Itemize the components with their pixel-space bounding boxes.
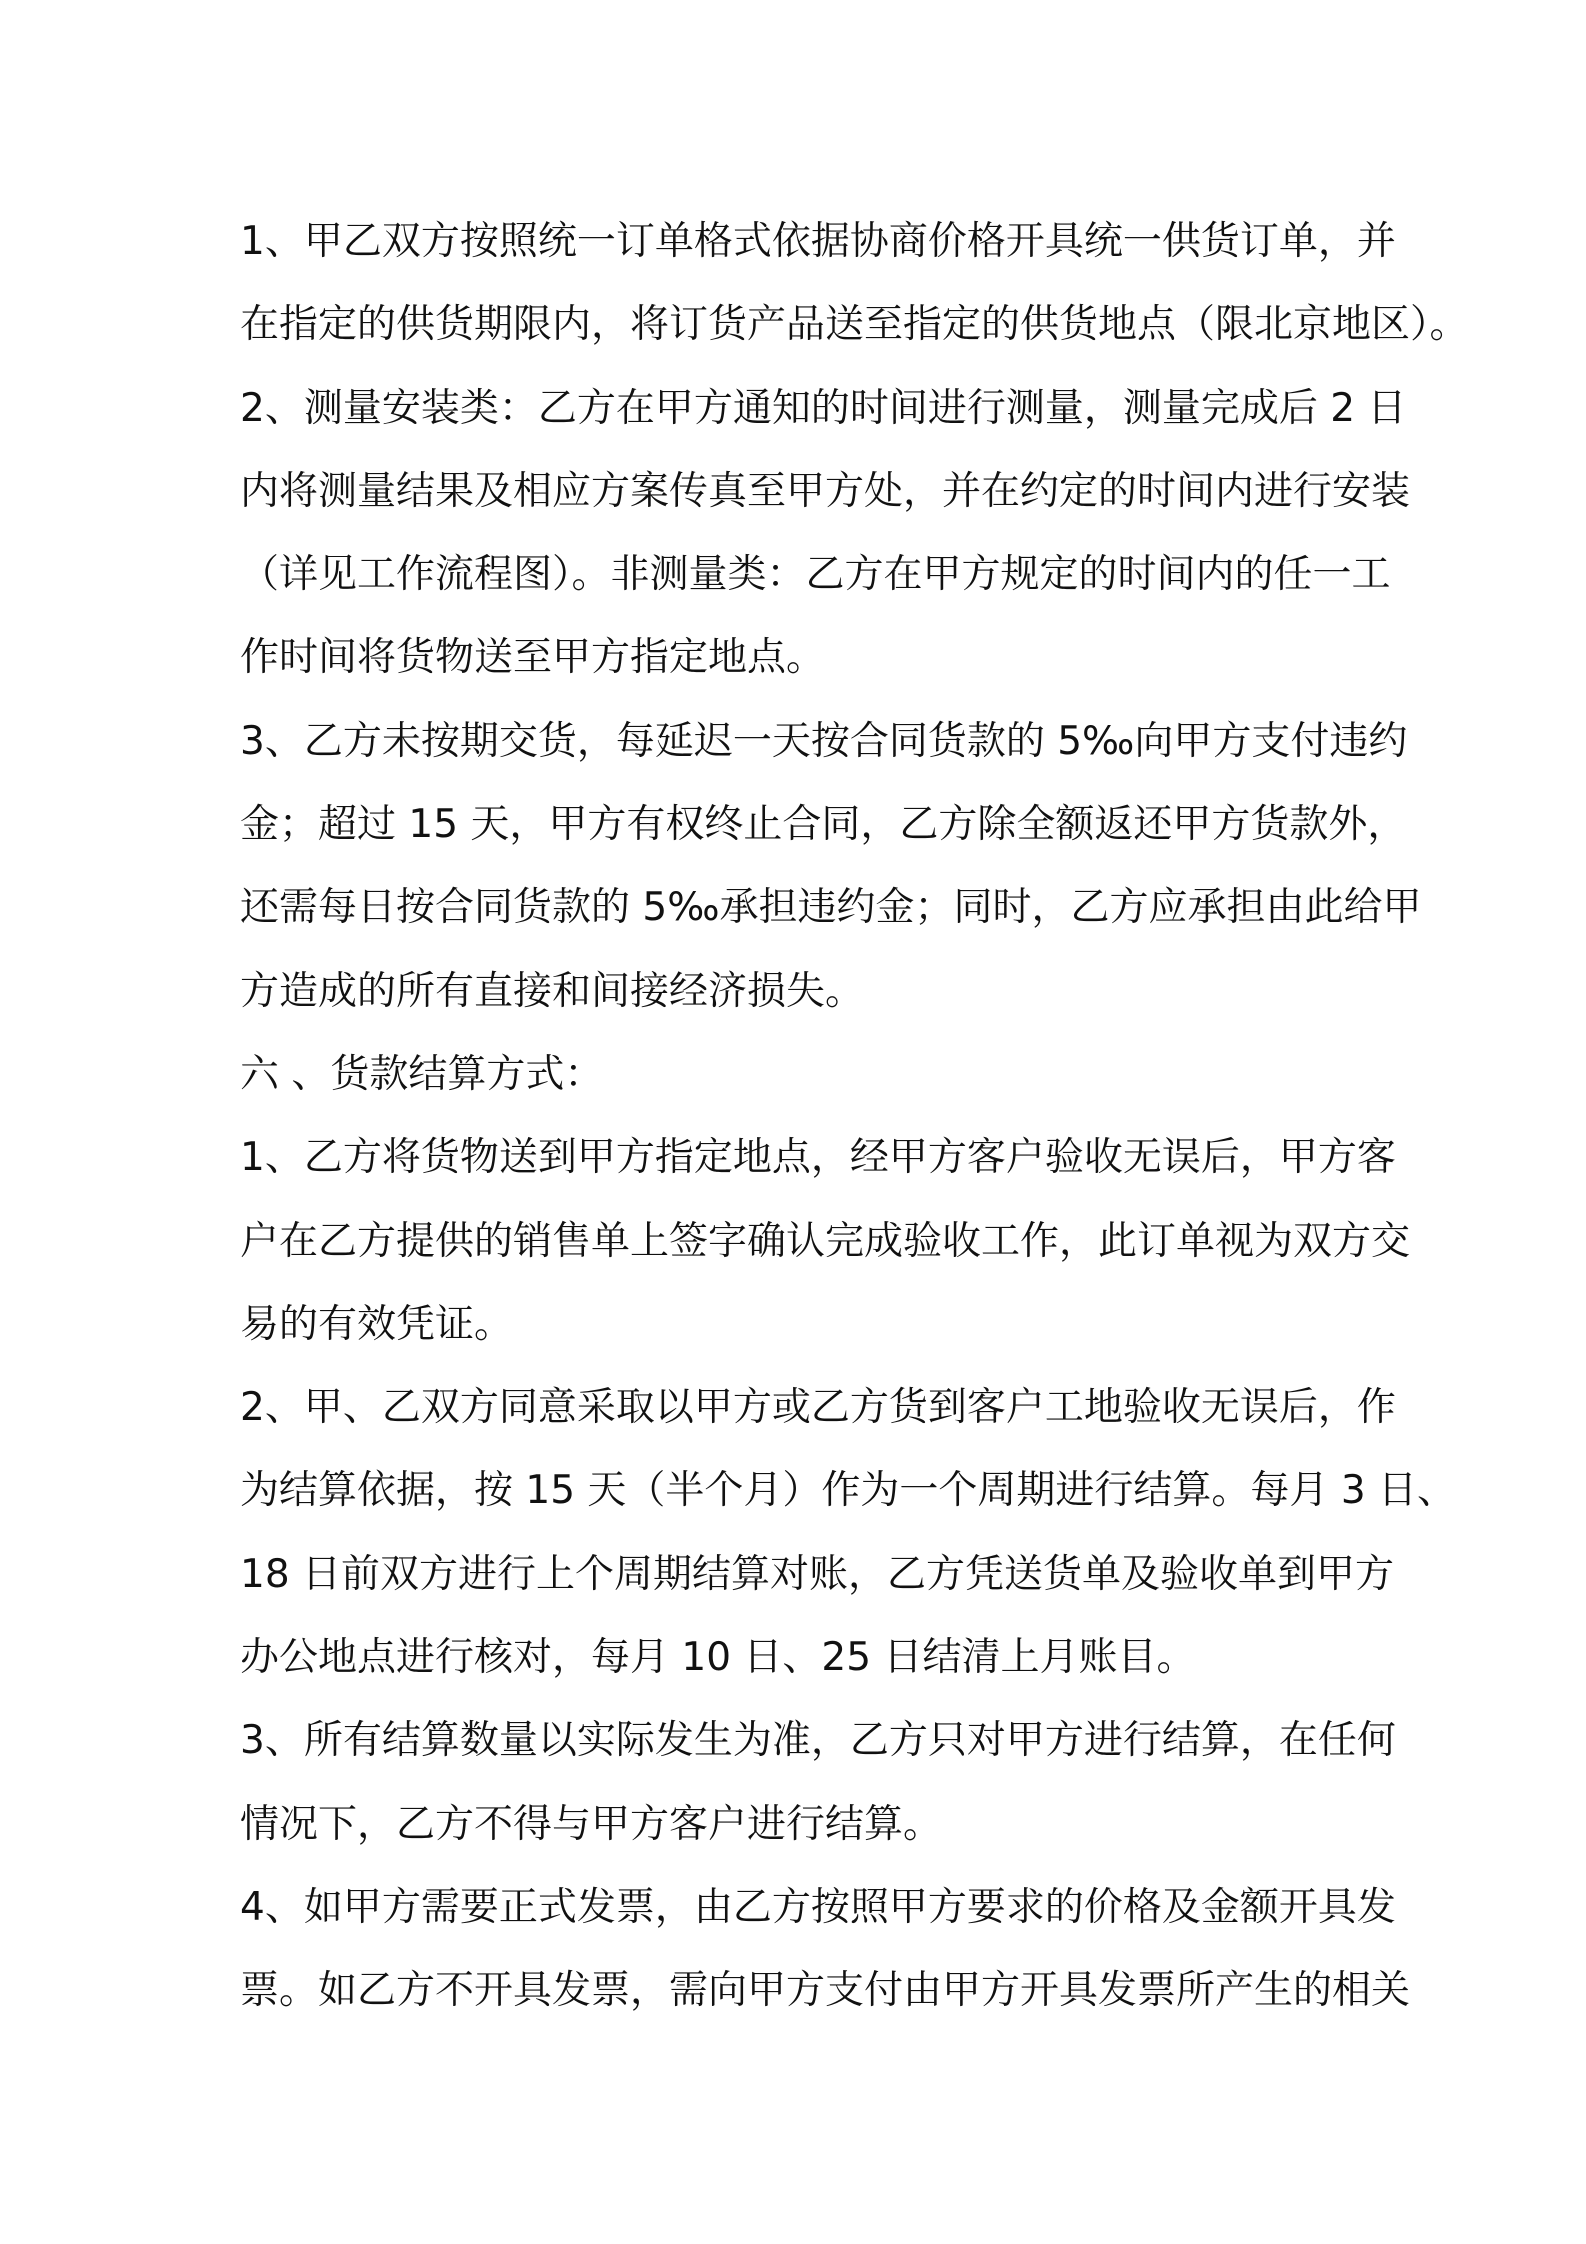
text-line: 1、乙方将货物送到甲方指定地点，经甲方客户验收无误后，甲方客 xyxy=(240,1135,1396,1181)
text-line: 还需每日按合同货款的 5‰承担违约金；同时，乙方应承担由此给甲 xyxy=(240,885,1422,931)
text-line: 2、甲、乙双方同意采取以甲方或乙方货到客户工地验收无误后，作 xyxy=(240,1385,1396,1431)
text-line: 在指定的供货期限内，将订货产品送至指定的供货地点（限北京地区）。 xyxy=(240,302,1469,348)
text-line: 内将测量结果及相应方案传真至甲方处，并在约定的时间内进行安装 xyxy=(240,468,1411,514)
document-body xyxy=(240,200,1469,2033)
text-line: 户在乙方提供的销售单上签字确认完成验收工作，此订单视为双方交 xyxy=(240,1218,1411,1264)
text-line: 办公地点进行核对，每月 10 日、25 日结清上月账目。 xyxy=(240,1635,1196,1681)
text-line: （详见工作流程图）。非测量类：乙方在甲方规定的时间内的任一工 xyxy=(240,552,1391,598)
text-line: 为结算依据，按 15 天（半个月）作为一个周期进行结算。每月 3 日、 xyxy=(240,1468,1457,1514)
text-line: 作时间将货物送至甲方指定地点。 xyxy=(240,635,826,681)
text-line: 4、如甲方需要正式发票，由乙方按照甲方要求的价格及金额开具发 xyxy=(240,1884,1396,1930)
text-line: 情况下，乙方不得与甲方客户进行结算。 xyxy=(240,1801,943,1847)
text-line: 2、测量安装类：乙方在甲方通知的时间进行测量，测量完成后 2 日 xyxy=(240,385,1407,431)
text-line: 1、甲乙双方按照统一订单格式依据协商价格开具统一供货订单，并 xyxy=(240,219,1396,264)
text-line: 金；超过 15 天，甲方有权终止合同，乙方除全额返还甲方货款外， xyxy=(240,802,1407,848)
text-line: 3、所有结算数量以实际发生为准，乙方只对甲方进行结算，在任何 xyxy=(240,1718,1396,1764)
text-line: 方造成的所有直接和间接经济损失。 xyxy=(240,968,865,1014)
text-line: 18 日前双方进行上个周期结算对账，乙方凭送货单及验收单到甲方 xyxy=(240,1551,1395,1597)
section-heading: 六 、货款结算方式： xyxy=(240,1051,604,1097)
text-line: 3、乙方未按期交货，每延迟一天按合同货款的 5‰向甲方支付违约 xyxy=(240,718,1408,764)
text-line: 易的有效凭证。 xyxy=(240,1301,514,1347)
text-line: 票。如乙方不开具发票，需向甲方支付由甲方开具发票所产生的相关 xyxy=(240,1968,1411,2014)
